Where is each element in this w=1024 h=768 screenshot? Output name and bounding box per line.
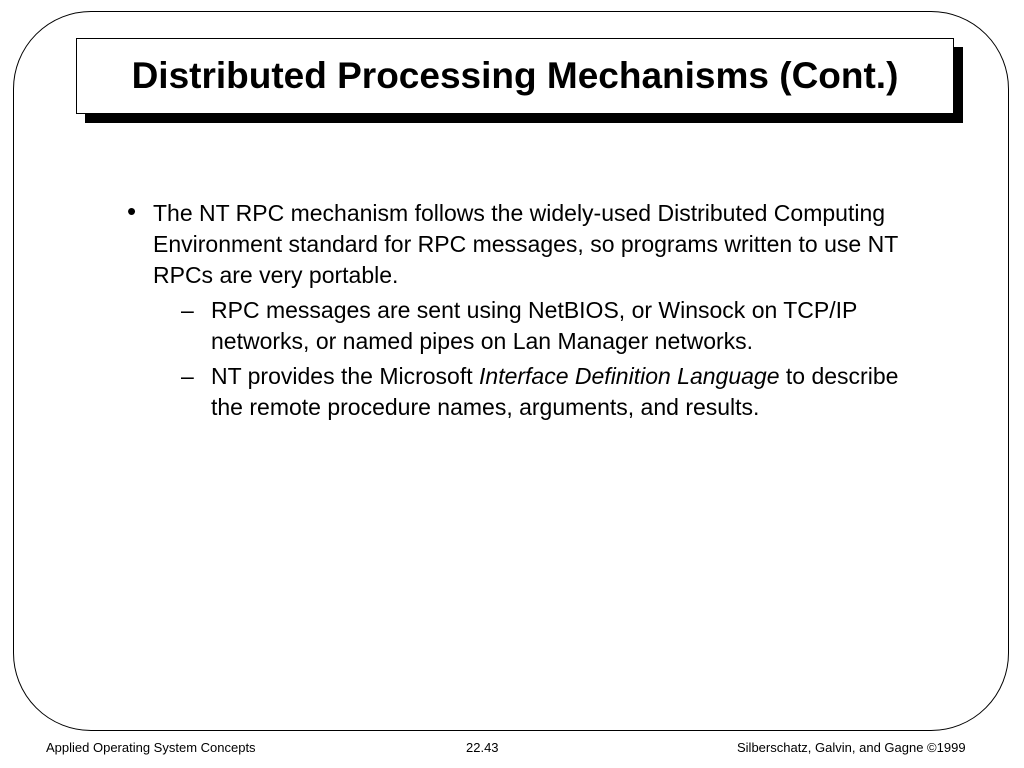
subbullet-text-2-before: NT provides the Microsoft [211,363,480,389]
bullet-text: The NT RPC mechanism follows the widely-used Distributed Computing Environment standard for RPC messages, so programs written to use NT RPCs are very portable. [153,200,898,288]
en-dash-icon: – [181,363,194,389]
en-dash-icon: – [181,297,194,323]
subbullet-text-1: RPC messages are sent using NetBIOS, or Winsock on TCP/IP networks, or named pipes on Lan Manager networks. [211,297,857,354]
slide-content [120,198,900,423]
footer-page-number: 22.43 [466,740,499,755]
footer-book-title: Applied Operating System Concepts [46,740,256,755]
subbullet-item-2 [120,361,900,423]
subbullet-text-2-italic: Interface Definition Language [479,363,780,389]
slide-title: Distributed Processing Mechanisms (Cont.) [131,55,899,96]
bullet-item [120,198,900,291]
title-box [76,38,954,114]
subbullet-text-2-after: to describe the remote procedure names, arguments, and results. [211,363,899,420]
subbullet-item-1 [120,295,900,357]
bullet-dot-icon: • [127,196,137,226]
footer-authors: Silberschatz, Galvin, and Gagne ©1999 [737,740,966,755]
